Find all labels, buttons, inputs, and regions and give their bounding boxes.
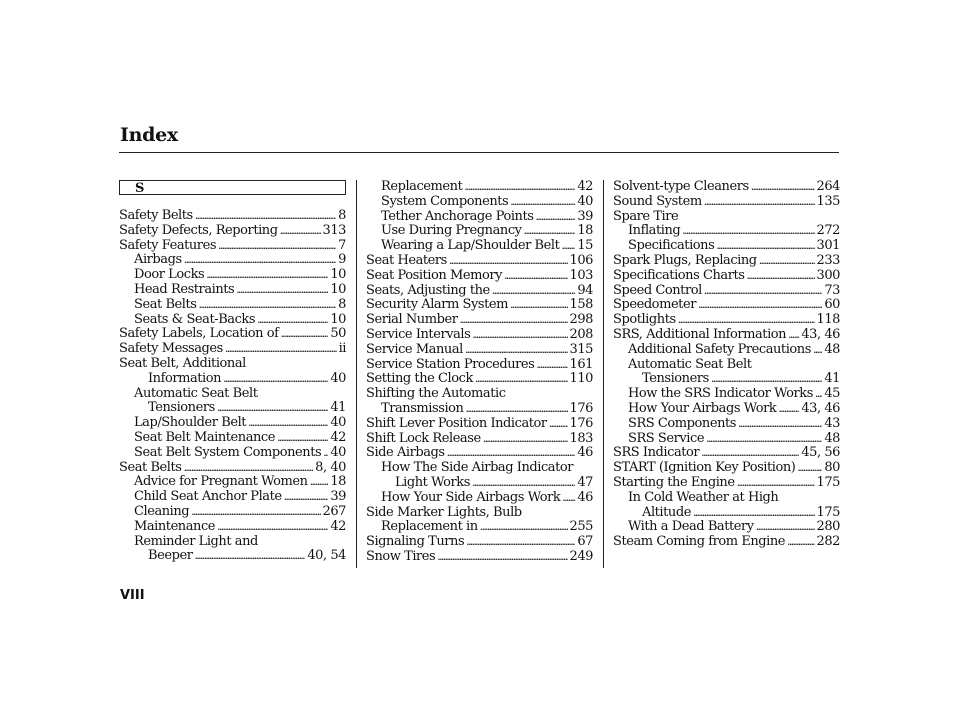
- index-term: Transmission: [381, 400, 464, 416]
- index-entry: [119, 401, 346, 416]
- index-term: Service Manual: [366, 341, 463, 357]
- index-page-ref: 280: [816, 519, 840, 535]
- leader-dots: [504, 269, 568, 284]
- index-page-ref: 18: [577, 223, 593, 239]
- index-term: Advice for Pregnant Women: [134, 474, 308, 490]
- index-term: How The Side Airbag Indicator: [381, 460, 574, 476]
- index-term: Safety Defects, Reporting: [119, 222, 278, 238]
- index-page-ref: 48: [824, 430, 840, 446]
- index-page-ref: 8: [338, 208, 346, 223]
- index-page-ref: 73: [824, 282, 840, 298]
- index-page-ref: 161: [569, 356, 593, 372]
- index-entry: [613, 313, 840, 328]
- index-term: SRS Components: [628, 415, 737, 431]
- index-page-ref: 313: [322, 222, 346, 238]
- index-page-ref: 18: [330, 474, 346, 490]
- leader-dots: [759, 254, 815, 269]
- index-page-ref: 176: [569, 415, 593, 431]
- index-entry: [119, 535, 346, 550]
- index-page-ref: 135: [816, 193, 840, 209]
- leader-dots: [738, 417, 822, 432]
- index-term: Sound System: [613, 193, 702, 209]
- index-page-ref: 40: [330, 444, 346, 460]
- leader-dots: [281, 327, 329, 342]
- index-term: START (Ignition Key Position): [613, 460, 796, 476]
- leader-dots: [206, 268, 328, 283]
- index-term: Light Works: [395, 474, 470, 490]
- index-term: Reminder Light and: [134, 533, 258, 549]
- index-entry: [366, 461, 593, 476]
- index-term: Service Station Procedures: [366, 356, 535, 372]
- index-entry: [366, 402, 593, 417]
- leader-dots: [447, 446, 576, 461]
- index-page-ref: 45, 56: [801, 445, 840, 461]
- leader-dots: [704, 284, 823, 299]
- index-term: Setting the Clock: [366, 371, 473, 387]
- index-page-ref: 255: [569, 519, 593, 535]
- index-term: Spotlights: [613, 312, 676, 328]
- leader-dots: [480, 520, 568, 535]
- index-entry: [366, 343, 593, 358]
- index-page-ref: 40, 54: [307, 548, 346, 564]
- leader-dots: [737, 476, 815, 491]
- index-entry: [613, 195, 840, 210]
- index-term: SRS, Additional Information: [613, 326, 787, 342]
- index-column-3: [613, 180, 840, 550]
- leader-dots: [280, 224, 321, 239]
- leader-dots: [483, 432, 568, 447]
- leader-dots: [536, 358, 567, 373]
- index-page-ref: 60: [824, 297, 840, 313]
- index-entry: [366, 224, 593, 239]
- index-term: SRS Service: [628, 430, 705, 446]
- index-page-ref: 40: [330, 370, 346, 386]
- index-term: Wearing a Lap/Shoulder Belt: [381, 238, 560, 254]
- index-entry: [119, 209, 346, 224]
- index-term: Lap/Shoulder Belt: [134, 415, 247, 431]
- index-page-ref: 175: [816, 474, 840, 490]
- index-term: How Your Airbags Work: [628, 400, 777, 416]
- leader-dots: [184, 253, 336, 268]
- index-entry: [119, 505, 346, 520]
- index-page-ref: 10: [330, 267, 346, 283]
- index-page-ref: 41: [824, 371, 840, 387]
- index-term: Automatic Seat Belt: [628, 356, 752, 372]
- index-term: Seat Belt, Additional: [119, 355, 246, 371]
- leader-dots: [465, 402, 567, 417]
- index-entry: [119, 268, 346, 283]
- index-entries-1: [119, 209, 346, 564]
- index-page-ref: 272: [816, 223, 840, 239]
- index-term: How Your Side Airbags Work: [381, 489, 561, 505]
- index-entry: [366, 298, 593, 313]
- index-entry: [613, 387, 840, 402]
- index-term: Additional Safety Precautions: [628, 341, 811, 357]
- index-term: Seats, Adjusting the: [366, 282, 490, 298]
- index-entry: [613, 298, 840, 313]
- index-page-ref: 94: [577, 282, 593, 298]
- index-entry: [613, 535, 840, 550]
- index-entry: [119, 475, 346, 490]
- index-term: Replacement in: [381, 519, 478, 535]
- index-entry: [613, 210, 840, 225]
- index-page-ref: 183: [569, 430, 593, 446]
- leader-dots: [562, 491, 575, 506]
- index-term: Service Intervals: [366, 326, 471, 342]
- index-entry: [119, 431, 346, 446]
- index-entry: [613, 180, 840, 195]
- leader-dots: [225, 342, 337, 357]
- leader-dots: [561, 239, 575, 254]
- page-title: Index: [120, 124, 178, 146]
- index-entry: [119, 298, 346, 313]
- index-entry: [366, 491, 593, 506]
- index-page-ref: 8: [338, 296, 346, 312]
- leader-dots: [716, 239, 814, 254]
- index-term: Door Locks: [134, 267, 205, 283]
- index-page-ref: 40: [577, 193, 593, 209]
- index-page-ref: 300: [816, 267, 840, 283]
- leader-dots: [704, 195, 815, 210]
- index-page-ref: 301: [816, 238, 840, 254]
- index-entry: [366, 358, 593, 373]
- leader-dots: [711, 372, 823, 387]
- leader-dots: [217, 401, 329, 416]
- leader-dots: [217, 520, 328, 535]
- index-page-ref: 48: [824, 341, 840, 357]
- index-term: Information: [148, 370, 222, 386]
- index-term: Seat Belt System Components: [134, 444, 322, 460]
- leader-dots: [464, 180, 575, 195]
- index-entry: [119, 342, 346, 357]
- index-page-ref: 110: [569, 371, 593, 387]
- index-page-ref: 50: [330, 326, 346, 342]
- index-page-ref: 46: [577, 489, 593, 505]
- index-entry: [366, 432, 593, 447]
- index-term: Beeper: [148, 548, 193, 564]
- index-term: With a Dead Battery: [628, 519, 754, 535]
- index-term: Side Marker Lights, Bulb: [366, 504, 522, 520]
- index-entry: [119, 461, 346, 476]
- leader-dots: [218, 239, 336, 254]
- index-entry: [119, 520, 346, 535]
- index-page-ref: 46: [577, 445, 593, 461]
- index-term: Tether Anchorage Points: [381, 208, 534, 224]
- index-term: Starting the Engine: [613, 474, 735, 490]
- index-term: Tensioners: [642, 371, 709, 387]
- index-entry: [366, 210, 593, 225]
- index-term: Seat Position Memory: [366, 267, 503, 283]
- index-term: Snow Tires: [366, 548, 436, 564]
- index-page-ref: 106: [569, 252, 593, 268]
- section-letter-box: S: [119, 180, 346, 195]
- index-entry: [119, 239, 346, 254]
- index-term: Specifications Charts: [613, 267, 745, 283]
- leader-dots: [788, 328, 799, 343]
- index-page-ref: 282: [816, 534, 840, 550]
- leader-dots: [449, 254, 568, 269]
- leader-dots: [191, 505, 320, 520]
- index-entry: [366, 328, 593, 343]
- index-entry: [613, 284, 840, 299]
- index-entry: [613, 358, 840, 373]
- index-entry: [119, 446, 346, 461]
- index-page-ref: 176: [569, 400, 593, 416]
- index-page-ref: 7: [338, 237, 346, 253]
- index-page-ref: 39: [577, 208, 593, 224]
- index-entry: [119, 490, 346, 505]
- index-entry: [613, 343, 840, 358]
- index-entry: [366, 387, 593, 402]
- leader-dots: [475, 372, 568, 387]
- leader-dots: [678, 313, 815, 328]
- index-term: Airbags: [134, 252, 182, 268]
- leader-dots: [510, 195, 575, 210]
- leader-dots: [459, 313, 567, 328]
- leader-dots: [549, 417, 568, 432]
- leader-dots: [797, 461, 822, 476]
- index-page-ref: 103: [569, 267, 593, 283]
- index-term: Speedometer: [613, 297, 696, 313]
- index-entry: [119, 549, 346, 564]
- leader-dots: [310, 475, 329, 490]
- index-page-ref: 208: [569, 326, 593, 342]
- index-column-2: [366, 180, 593, 565]
- leader-dots: [465, 343, 568, 358]
- index-term: Serial Number: [366, 312, 458, 328]
- index-term: Inflating: [628, 223, 681, 239]
- leader-dots: [472, 476, 575, 491]
- index-entry: [613, 506, 840, 521]
- index-entry: [119, 313, 346, 328]
- index-term: Seat Heaters: [366, 252, 447, 268]
- index-term: Replacement: [381, 179, 463, 194]
- index-term: How the SRS Indicator Works: [628, 386, 813, 402]
- index-term: Safety Labels, Location of: [119, 326, 279, 342]
- leader-dots: [223, 372, 328, 387]
- index-term: Signaling Turns: [366, 534, 465, 550]
- leader-dots: [778, 402, 799, 417]
- index-page-ref: 40: [330, 415, 346, 431]
- index-page-ref: ii: [338, 341, 346, 357]
- leader-dots: [194, 549, 305, 564]
- column-divider: [356, 180, 357, 568]
- leader-dots: [701, 446, 799, 461]
- index-page-ref: 47: [577, 474, 593, 490]
- leader-dots: [746, 269, 814, 284]
- index-page-ref: 45: [824, 386, 840, 402]
- index-term: Speed Control: [613, 282, 702, 298]
- index-page-ref: 42: [577, 179, 593, 194]
- index-entry: [366, 506, 593, 521]
- index-page-ref: 10: [330, 311, 346, 327]
- index-page-ref: 249: [569, 548, 593, 564]
- index-term: Seat Belts: [134, 296, 197, 312]
- index-term: Shifting the Automatic: [366, 386, 506, 402]
- index-entry: [613, 328, 840, 343]
- title-rule: [119, 152, 839, 153]
- index-entry: [613, 224, 840, 239]
- index-page-ref: 158: [569, 297, 593, 313]
- index-entry: [613, 476, 840, 491]
- index-term: In Cold Weather at High: [628, 489, 779, 505]
- index-term: Shift Lock Release: [366, 430, 481, 446]
- index-page-ref: 43: [824, 415, 840, 431]
- index-entry: [366, 520, 593, 535]
- index-page-ref: 43, 46: [801, 326, 840, 342]
- index-entry: [366, 254, 593, 269]
- index-entry: [366, 372, 593, 387]
- index-entries-3: [613, 180, 840, 550]
- leader-dots: [535, 210, 575, 225]
- leader-dots: [492, 284, 576, 299]
- index-page-ref: 10: [330, 281, 346, 297]
- index-page-ref: 39: [330, 489, 346, 505]
- index-term: Security Alarm System: [366, 297, 509, 313]
- index-entry: [613, 269, 840, 284]
- index-page-ref: 8, 40: [315, 459, 346, 475]
- leader-dots: [813, 343, 822, 358]
- leader-dots: [195, 209, 336, 224]
- index-entry: [613, 520, 840, 535]
- index-entry: [613, 432, 840, 447]
- leader-dots: [698, 298, 822, 313]
- index-page-ref: 9: [338, 252, 346, 268]
- index-entry: [119, 387, 346, 402]
- index-entry: [613, 417, 840, 432]
- index-term: Altitude: [642, 504, 691, 520]
- leader-dots: [751, 180, 815, 195]
- leader-dots: [524, 224, 576, 239]
- index-entry: [613, 372, 840, 387]
- index-page-ref: 15: [577, 238, 593, 254]
- index-entries-2: [366, 180, 593, 565]
- index-term: Safety Features: [119, 237, 217, 253]
- leader-dots: [323, 446, 328, 461]
- index-term: Cleaning: [134, 503, 190, 519]
- leader-dots: [706, 432, 822, 447]
- index-page-ref: 118: [816, 312, 840, 328]
- index-term: Head Restraints: [134, 281, 235, 297]
- index-term: Seats & Seat-Backs: [134, 311, 256, 327]
- index-entry: [119, 224, 346, 239]
- index-term: Solvent-type Cleaners: [613, 179, 749, 194]
- index-entry: [366, 195, 593, 210]
- index-term: SRS Indicator: [613, 445, 700, 461]
- index-entry: [119, 416, 346, 431]
- index-term: Spare Tire: [613, 208, 679, 224]
- leader-dots: [756, 520, 815, 535]
- index-entry: [366, 446, 593, 461]
- index-page-ref: 233: [816, 252, 840, 268]
- index-entry: [366, 550, 593, 565]
- index-entry: [613, 239, 840, 254]
- column-divider: [603, 180, 604, 568]
- index-entry: [613, 461, 840, 476]
- index-term: Child Seat Anchor Plate: [134, 489, 282, 505]
- index-term: Spark Plugs, Replacing: [613, 252, 757, 268]
- index-term: Use During Pregnancy: [381, 223, 522, 239]
- index-term: Specifications: [628, 238, 715, 254]
- index-term: Shift Lever Position Indicator: [366, 415, 547, 431]
- index-term: Side Airbags: [366, 445, 445, 461]
- index-entry: [119, 283, 346, 298]
- index-page-ref: 42: [330, 429, 346, 445]
- leader-dots: [277, 431, 328, 446]
- index-entry: [119, 357, 346, 372]
- index-entry: [613, 491, 840, 506]
- index-entry: [366, 476, 593, 491]
- index-entry: [366, 417, 593, 432]
- index-term: Safety Messages: [119, 341, 223, 357]
- index-term: System Components: [381, 193, 509, 209]
- index-term: Seat Belt Maintenance: [134, 429, 275, 445]
- leader-dots: [510, 298, 568, 313]
- index-page-ref: 80: [824, 460, 840, 476]
- index-term: Steam Coming from Engine: [613, 534, 786, 550]
- leader-dots: [787, 535, 814, 550]
- index-entry: [366, 535, 593, 550]
- leader-dots: [284, 490, 329, 505]
- leader-dots: [257, 313, 328, 328]
- index-entry: [366, 284, 593, 299]
- index-term: Seat Belts: [119, 459, 182, 475]
- index-entry: [613, 446, 840, 461]
- page-number: VIII: [120, 588, 145, 603]
- index-entry: [366, 239, 593, 254]
- leader-dots: [682, 224, 814, 239]
- index-page-ref: 264: [816, 179, 840, 194]
- index-page-ref: 42: [330, 518, 346, 534]
- leader-dots: [248, 416, 328, 431]
- index-entry: [366, 269, 593, 284]
- index-entry: [613, 402, 840, 417]
- leader-dots: [815, 387, 822, 402]
- index-entry: [119, 372, 346, 387]
- leader-dots: [466, 535, 575, 550]
- index-term: Safety Belts: [119, 208, 193, 223]
- index-page-ref: 41: [330, 400, 346, 416]
- index-page-ref: 267: [322, 503, 346, 519]
- index-page-ref: 43, 46: [801, 400, 840, 416]
- index-entry: [119, 327, 346, 342]
- leader-dots: [472, 328, 567, 343]
- leader-dots: [437, 550, 567, 565]
- index-page-ref: 175: [816, 504, 840, 520]
- index-entry: [119, 253, 346, 268]
- index-term: Tensioners: [148, 400, 215, 416]
- index-term: Maintenance: [134, 518, 216, 534]
- index-entry: [366, 180, 593, 195]
- index-page-ref: 67: [577, 534, 593, 550]
- index-page-ref: 315: [569, 341, 593, 357]
- leader-dots: [199, 298, 337, 313]
- index-term: Automatic Seat Belt: [134, 385, 258, 401]
- index-entry: [366, 313, 593, 328]
- index-page-ref: 298: [569, 312, 593, 328]
- index-column-1: [119, 180, 346, 564]
- leader-dots: [693, 506, 815, 521]
- leader-dots: [236, 283, 328, 298]
- index-entry: [613, 254, 840, 269]
- leader-dots: [184, 461, 314, 476]
